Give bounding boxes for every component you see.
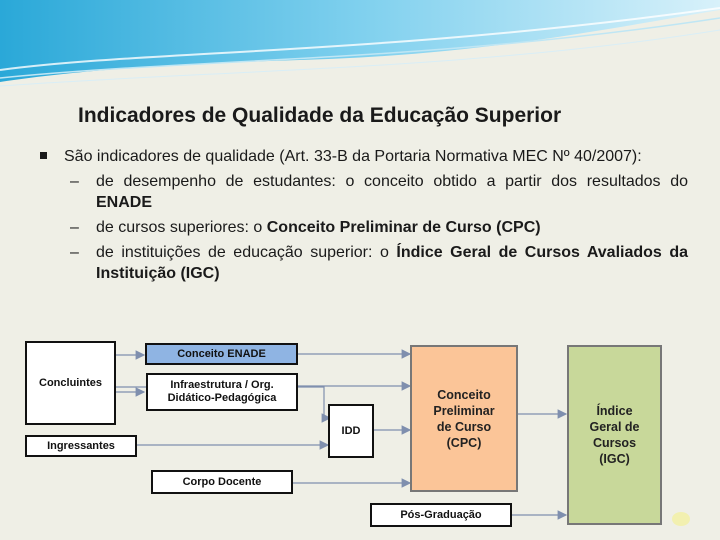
cpc-box: Conceito Preliminar de Curso (CPC) — [410, 345, 518, 492]
sub-bullet-igc: – de instituições de educação superior: o Índice Geral de Cursos Avaliados da Instituição (IGC) — [70, 244, 688, 282]
infraestrutura-box: Infraestrutura / Org. Didático-Pedagógica — [146, 373, 298, 411]
bullet-list — [40, 146, 688, 284]
idd-box: IDD — [328, 404, 374, 458]
bullet-intro: São indicadores de qualidade (Art. 33-B da Portaria Normativa MEC Nº 40/2007): — [40, 146, 688, 167]
sub-bullet-cpc: – de cursos superiores: o Conceito Preliminar de Curso (CPC) — [70, 219, 541, 236]
sub-bullet-enade: – de desempenho de estudantes: o conceito obtido a partir dos resultados do ENADE — [70, 173, 688, 211]
page-indicator-dot — [672, 512, 690, 526]
dash-icon: – — [70, 173, 79, 190]
ingressantes-box: Ingressantes — [25, 435, 137, 457]
slide-title: Indicadores de Qualidade da Educação Superior — [78, 104, 562, 127]
concluintes-box: Concluintes — [25, 341, 116, 425]
corpo-docente-box: Corpo Docente — [151, 470, 293, 494]
pos-graduacao-box: Pós-Graduação — [370, 503, 512, 527]
header-wave-decoration — [0, 0, 720, 90]
bullet-square-icon — [40, 152, 47, 159]
dash-icon: – — [70, 244, 79, 261]
dash-icon: – — [70, 219, 79, 236]
conceito-enade-box: Conceito ENADE — [145, 343, 298, 365]
igc-box: Índice Geral de Cursos (IGC) — [567, 345, 662, 525]
